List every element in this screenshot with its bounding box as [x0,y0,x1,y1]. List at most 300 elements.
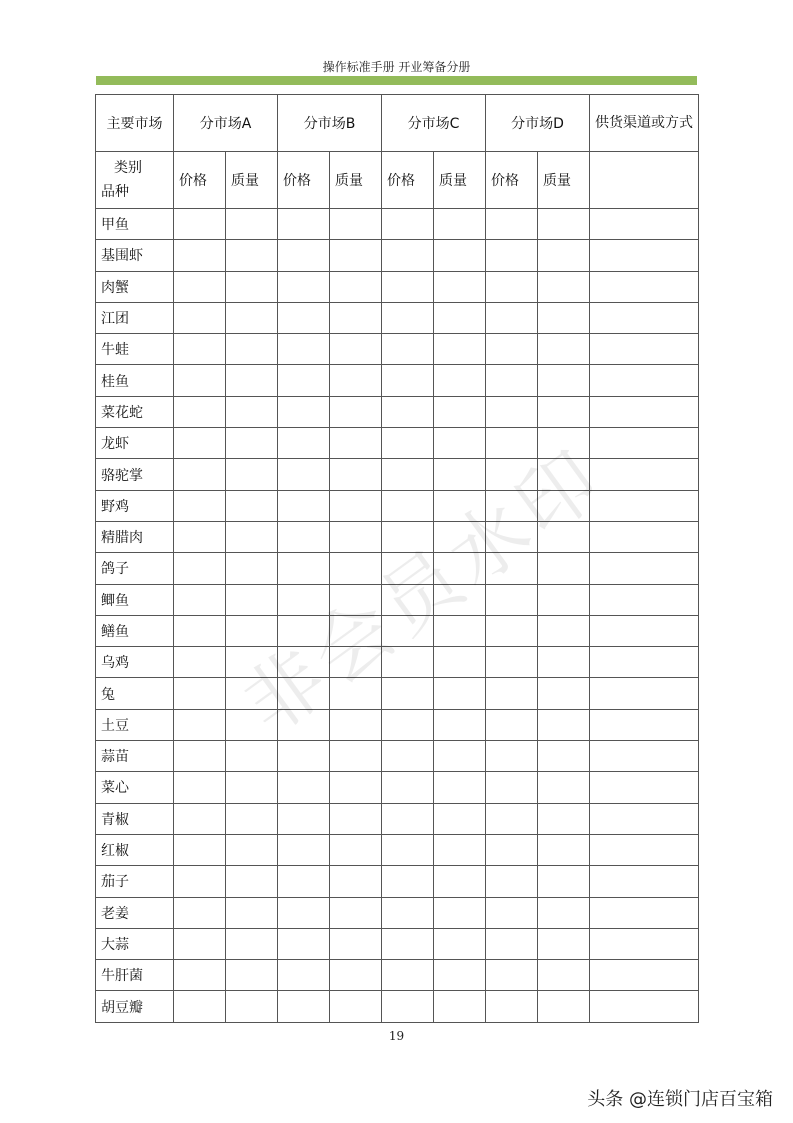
entry-cell[interactable] [486,772,538,803]
entry-cell[interactable] [382,741,434,772]
entry-cell[interactable] [330,365,382,396]
entry-cell[interactable] [434,271,486,302]
entry-cell[interactable] [434,991,486,1022]
entry-cell[interactable] [486,365,538,396]
entry-cell[interactable] [278,678,330,709]
entry-cell[interactable] [330,709,382,740]
entry-cell[interactable] [278,553,330,584]
entry-cell[interactable] [174,897,226,928]
item-name-cell: 精腊肉 [96,521,174,552]
entry-cell[interactable] [226,928,278,959]
entry-cell[interactable] [226,866,278,897]
entry-cell[interactable] [174,365,226,396]
supply-channel-cell[interactable] [590,396,699,427]
entry-cell[interactable] [486,553,538,584]
entry-cell[interactable] [226,302,278,333]
entry-cell[interactable] [174,678,226,709]
entry-cell[interactable] [330,428,382,459]
table-row [96,271,699,302]
entry-cell[interactable] [434,834,486,865]
entry-cell[interactable] [434,553,486,584]
entry-cell[interactable] [382,521,434,552]
table-row [96,647,699,678]
entry-cell[interactable] [278,647,330,678]
item-name-cell: 基围虾 [96,240,174,271]
entry-cell[interactable] [278,866,330,897]
entry-cell[interactable] [486,960,538,991]
entry-cell[interactable] [434,928,486,959]
entry-cell[interactable] [382,866,434,897]
entry-cell[interactable] [330,866,382,897]
entry-cell[interactable] [538,302,590,333]
entry-cell[interactable] [538,991,590,1022]
entry-cell[interactable] [486,741,538,772]
item-name-cell: 肉蟹 [96,271,174,302]
entry-cell[interactable] [226,428,278,459]
entry-cell[interactable] [330,960,382,991]
entry-cell[interactable] [174,459,226,490]
table-row [96,302,699,333]
entry-cell[interactable] [538,928,590,959]
page-number: 19 [388,1029,405,1043]
header-row-subcolumns [96,152,699,209]
entry-cell[interactable] [434,647,486,678]
item-name-cell: 甲鱼 [96,209,174,240]
entry-cell[interactable] [486,866,538,897]
entry-cell[interactable] [278,991,330,1022]
watermark: 非会员水印 [227,431,621,752]
entry-cell[interactable] [330,772,382,803]
header-title: 操作标准手册 开业筹备分册 [322,60,471,74]
supply-channel-cell[interactable] [590,960,699,991]
table-row [96,209,699,240]
entry-cell[interactable] [538,709,590,740]
entry-cell[interactable] [330,240,382,271]
entry-cell[interactable] [434,209,486,240]
item-name-cell: 兔 [96,678,174,709]
entry-cell[interactable] [382,271,434,302]
supply-channel-cell[interactable] [590,209,699,240]
supply-channel-cell[interactable] [590,428,699,459]
entry-cell[interactable] [278,209,330,240]
entry-cell[interactable] [486,928,538,959]
entry-cell[interactable] [486,240,538,271]
table-row [96,709,699,740]
entry-cell[interactable] [538,271,590,302]
entry-cell[interactable] [538,803,590,834]
entry-cell[interactable] [226,459,278,490]
entry-cell[interactable] [486,897,538,928]
table-row [96,803,699,834]
market-a-quality-header: 质量 [226,152,278,209]
supply-channel-cell[interactable] [590,459,699,490]
header-row-markets [96,95,699,152]
table-row [96,490,699,521]
entry-cell[interactable] [226,709,278,740]
entry-cell[interactable] [226,240,278,271]
table-row [96,772,699,803]
entry-cell[interactable] [278,960,330,991]
supply-channel-cell[interactable] [590,709,699,740]
supply-channel-cell[interactable] [590,271,699,302]
entry-cell[interactable] [174,334,226,365]
entry-cell[interactable] [434,803,486,834]
entry-cell[interactable] [382,553,434,584]
supply-channel-cell[interactable] [590,866,699,897]
supply-channel-cell[interactable] [590,365,699,396]
entry-cell[interactable] [434,459,486,490]
entry-cell[interactable] [174,803,226,834]
entry-cell[interactable] [226,553,278,584]
entry-cell[interactable] [330,834,382,865]
item-name-cell: 胡豆瓣 [96,991,174,1022]
entry-cell[interactable] [330,271,382,302]
entry-cell[interactable] [486,991,538,1022]
supply-channel-cell[interactable] [590,521,699,552]
entry-cell[interactable] [382,709,434,740]
entry-cell[interactable] [278,240,330,271]
supply-channel-subheader [590,152,699,209]
entry-cell[interactable] [226,209,278,240]
entry-cell[interactable] [434,709,486,740]
item-name-cell: 鳝鱼 [96,615,174,646]
supply-channel-label: 供货渠道或方式 [595,115,694,131]
item-name-cell: 龙虾 [96,428,174,459]
entry-cell[interactable] [382,365,434,396]
entry-cell[interactable] [538,897,590,928]
entry-cell[interactable] [434,678,486,709]
entry-cell[interactable] [330,459,382,490]
entry-cell[interactable] [486,803,538,834]
table-row [96,365,699,396]
entry-cell[interactable] [538,490,590,521]
entry-cell[interactable] [538,209,590,240]
entry-cell[interactable] [174,772,226,803]
supply-channel-cell[interactable] [590,615,699,646]
table-row [96,834,699,865]
entry-cell[interactable] [330,553,382,584]
entry-cell[interactable] [382,240,434,271]
entry-cell[interactable] [226,490,278,521]
entry-cell[interactable] [330,741,382,772]
entry-cell[interactable] [278,521,330,552]
entry-cell[interactable] [434,615,486,646]
entry-cell[interactable] [434,866,486,897]
entry-cell[interactable] [278,772,330,803]
entry-cell[interactable] [486,396,538,427]
entry-cell[interactable] [486,271,538,302]
item-name-cell: 青椒 [96,803,174,834]
supply-channel-cell[interactable] [590,647,699,678]
entry-cell[interactable] [434,772,486,803]
entry-cell[interactable] [278,584,330,615]
entry-cell[interactable] [174,271,226,302]
supply-channel-cell[interactable] [590,803,699,834]
entry-cell[interactable] [382,772,434,803]
supply-channel-cell[interactable] [590,490,699,521]
entry-cell[interactable] [382,490,434,521]
entry-cell[interactable] [486,209,538,240]
entry-cell[interactable] [278,490,330,521]
entry-cell[interactable] [226,396,278,427]
entry-cell[interactable] [226,521,278,552]
entry-cell[interactable] [486,678,538,709]
entry-cell[interactable] [382,678,434,709]
entry-cell[interactable] [538,866,590,897]
entry-cell[interactable] [538,521,590,552]
entry-cell[interactable] [174,553,226,584]
table-row [96,396,699,427]
table-row [96,615,699,646]
entry-cell[interactable] [330,897,382,928]
item-name-cell: 土豆 [96,709,174,740]
supply-channel-cell[interactable] [590,678,699,709]
entry-cell[interactable] [382,334,434,365]
entry-cell[interactable] [174,490,226,521]
table-row [96,991,699,1022]
entry-cell[interactable] [382,209,434,240]
entry-cell[interactable] [278,428,330,459]
entry-cell[interactable] [226,271,278,302]
entry-cell[interactable] [434,741,486,772]
entry-cell[interactable] [226,334,278,365]
market-c-quality-header: 质量 [434,152,486,209]
item-name-cell: 骆驼掌 [96,459,174,490]
entry-cell[interactable] [382,897,434,928]
entry-cell[interactable] [382,459,434,490]
entry-cell[interactable] [330,928,382,959]
attribution-text: 头条 @连锁门店百宝箱 [587,1089,773,1110]
supply-channel-cell[interactable] [590,302,699,333]
entry-cell[interactable] [382,834,434,865]
table-row [96,521,699,552]
category-label: 类别 [114,160,142,176]
entry-cell[interactable] [278,302,330,333]
supply-channel-header [590,95,699,152]
table-row [96,428,699,459]
entry-cell[interactable] [278,709,330,740]
item-name-cell: 江团 [96,302,174,333]
entry-cell[interactable] [486,302,538,333]
entry-cell[interactable] [174,741,226,772]
entry-cell[interactable] [538,741,590,772]
entry-cell[interactable] [174,647,226,678]
entry-cell[interactable] [382,960,434,991]
entry-cell[interactable] [538,240,590,271]
supply-channel-cell[interactable] [590,553,699,584]
header-bar [96,76,697,85]
supply-channel-cell[interactable] [590,991,699,1022]
entry-cell[interactable] [538,647,590,678]
entry-cell[interactable] [174,396,226,427]
entry-cell[interactable] [382,428,434,459]
market-d-quality-header: 质量 [538,152,590,209]
supply-channel-cell[interactable] [590,928,699,959]
table-row [96,334,699,365]
item-name-cell: 蒜苗 [96,741,174,772]
entry-cell[interactable] [538,960,590,991]
entry-cell[interactable] [486,428,538,459]
entry-cell[interactable] [486,834,538,865]
market-c-price-header: 价格 [382,152,434,209]
entry-cell[interactable] [278,365,330,396]
entry-cell[interactable] [434,584,486,615]
entry-cell[interactable] [486,584,538,615]
item-name-cell: 乌鸡 [96,647,174,678]
entry-cell[interactable] [174,928,226,959]
entry-cell[interactable] [486,490,538,521]
entry-cell[interactable] [174,584,226,615]
entry-cell[interactable] [538,772,590,803]
entry-cell[interactable] [278,396,330,427]
market-a-price-header: 价格 [174,152,226,209]
supply-channel-cell[interactable] [590,772,699,803]
entry-cell[interactable] [538,678,590,709]
entry-cell[interactable] [174,521,226,552]
entry-cell[interactable] [174,866,226,897]
entry-cell[interactable] [330,678,382,709]
entry-cell[interactable] [330,396,382,427]
entry-cell[interactable] [226,834,278,865]
entry-cell[interactable] [174,960,226,991]
entry-cell[interactable] [226,991,278,1022]
table-row [96,459,699,490]
entry-cell[interactable] [382,302,434,333]
entry-cell[interactable] [226,772,278,803]
entry-cell[interactable] [434,240,486,271]
supply-channel-cell[interactable] [590,334,699,365]
entry-cell[interactable] [486,647,538,678]
entry-cell[interactable] [226,615,278,646]
entry-cell[interactable] [330,334,382,365]
entry-cell[interactable] [434,960,486,991]
category-variety-header [96,152,174,209]
entry-cell[interactable] [278,459,330,490]
entry-cell[interactable] [278,803,330,834]
entry-cell[interactable] [278,834,330,865]
entry-cell[interactable] [434,521,486,552]
entry-cell[interactable] [226,960,278,991]
supply-channel-cell[interactable] [590,834,699,865]
market-c-header: 分市场C [382,95,486,152]
entry-cell[interactable] [434,428,486,459]
entry-cell[interactable] [174,709,226,740]
item-name-cell: 牛蛙 [96,334,174,365]
entry-cell[interactable] [434,396,486,427]
entry-cell[interactable] [538,334,590,365]
entry-cell[interactable] [382,396,434,427]
entry-cell[interactable] [174,428,226,459]
supply-channel-cell[interactable] [590,741,699,772]
entry-cell[interactable] [174,240,226,271]
entry-cell[interactable] [434,897,486,928]
entry-cell[interactable] [382,991,434,1022]
entry-cell[interactable] [330,490,382,521]
entry-cell[interactable] [538,553,590,584]
supply-channel-cell[interactable] [590,584,699,615]
entry-cell[interactable] [278,615,330,646]
entry-cell[interactable] [278,897,330,928]
table-container [95,94,699,1023]
entry-cell[interactable] [174,209,226,240]
supply-channel-cell[interactable] [590,240,699,271]
entry-cell[interactable] [382,615,434,646]
entry-cell[interactable] [226,647,278,678]
entry-cell[interactable] [226,897,278,928]
entry-cell[interactable] [538,365,590,396]
entry-cell[interactable] [174,991,226,1022]
entry-cell[interactable] [226,803,278,834]
entry-cell[interactable] [486,459,538,490]
entry-cell[interactable] [278,271,330,302]
market-survey-table [95,94,699,1023]
entry-cell[interactable] [278,741,330,772]
entry-cell[interactable] [226,584,278,615]
entry-cell[interactable] [330,521,382,552]
main-market-header: 主要市场 [96,95,174,152]
entry-cell[interactable] [382,928,434,959]
entry-cell[interactable] [434,334,486,365]
market-b-header: 分市场B [278,95,382,152]
entry-cell[interactable] [330,209,382,240]
entry-cell[interactable] [226,678,278,709]
market-b-price-header: 价格 [278,152,330,209]
entry-cell[interactable] [226,365,278,396]
entry-cell[interactable] [382,647,434,678]
entry-cell[interactable] [486,521,538,552]
entry-cell[interactable] [330,302,382,333]
table-row [96,960,699,991]
market-d-price-header: 价格 [486,152,538,209]
entry-cell[interactable] [538,428,590,459]
entry-cell[interactable] [486,615,538,646]
entry-cell[interactable] [330,991,382,1022]
entry-cell[interactable] [278,334,330,365]
item-name-cell: 鲫鱼 [96,584,174,615]
entry-cell[interactable] [174,302,226,333]
supply-channel-cell[interactable] [590,897,699,928]
entry-cell[interactable] [382,803,434,834]
entry-cell[interactable] [486,709,538,740]
table-row [96,928,699,959]
market-a-header: 分市场A [174,95,278,152]
entry-cell[interactable] [330,584,382,615]
entry-cell[interactable] [538,615,590,646]
table-row [96,584,699,615]
entry-cell[interactable] [538,584,590,615]
entry-cell[interactable] [278,928,330,959]
entry-cell[interactable] [226,741,278,772]
entry-cell[interactable] [330,803,382,834]
entry-cell[interactable] [434,490,486,521]
entry-cell[interactable] [538,459,590,490]
item-name-cell: 牛肝菌 [96,960,174,991]
entry-cell[interactable] [330,647,382,678]
entry-cell[interactable] [174,834,226,865]
variety-label: 品种 [101,184,129,200]
entry-cell[interactable] [434,302,486,333]
entry-cell[interactable] [330,615,382,646]
entry-cell[interactable] [434,365,486,396]
market-d-header: 分市场D [486,95,590,152]
entry-cell[interactable] [486,334,538,365]
entry-cell[interactable] [538,396,590,427]
entry-cell[interactable] [538,834,590,865]
item-name-cell: 大蒜 [96,928,174,959]
table-row [96,741,699,772]
entry-cell[interactable] [382,584,434,615]
entry-cell[interactable] [174,615,226,646]
